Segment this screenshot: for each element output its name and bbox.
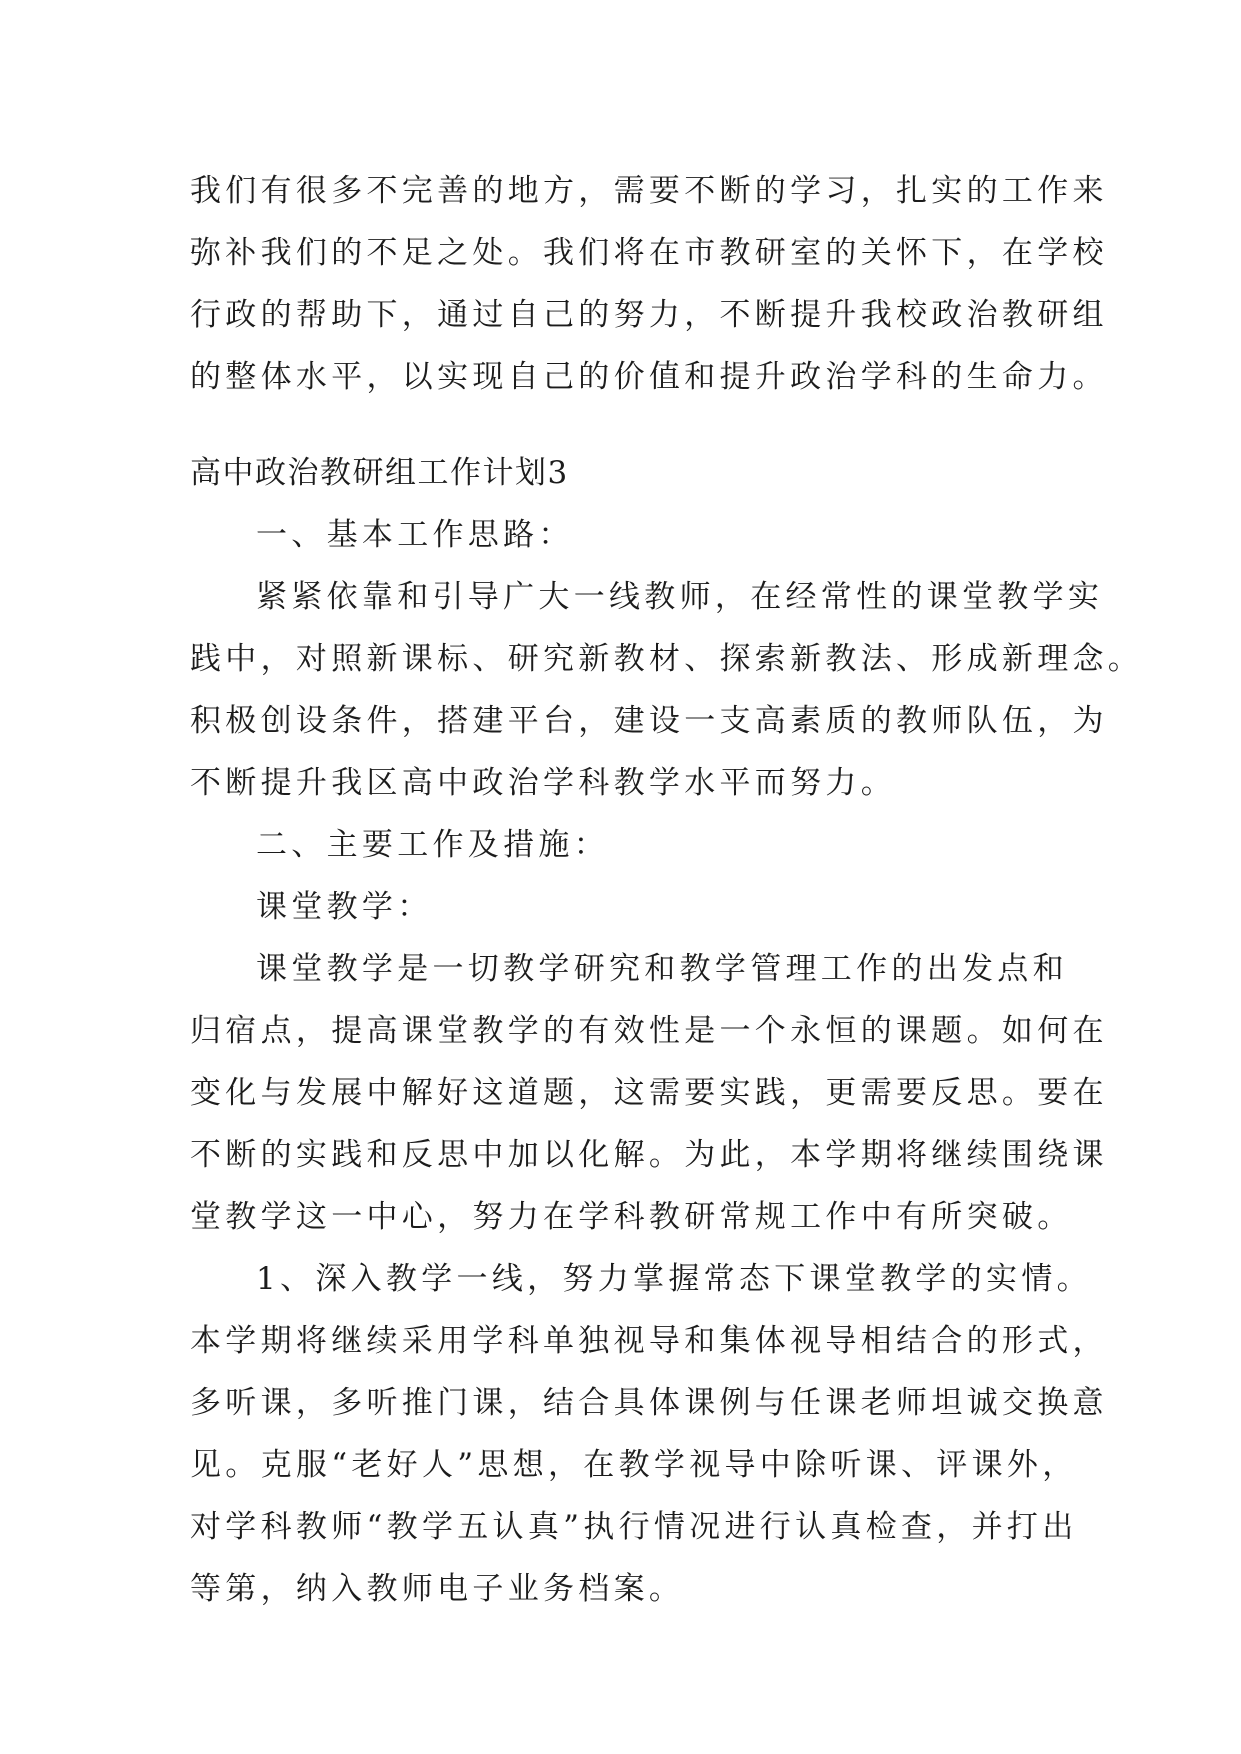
body-line: 对学科教师“教学五认真”执行情况进行认真检查，并打出 [190, 1509, 1078, 1545]
heading-main-work: 二、主要工作及措施： [256, 827, 609, 863]
body-line: 的整体水平，以实现自己的价值和提升政治学科的生命力。 [190, 359, 1108, 395]
body-line: 见。克服“老好人”思想，在教学视导中除听课、评课外， [190, 1447, 1078, 1483]
body-line: 1、深入教学一线，努力掌握常态下课堂教学的实情。 [256, 1261, 1092, 1297]
section-title: 高中政治教研组工作计划3 [190, 455, 569, 491]
document-body [190, 160, 1144, 1620]
body-line: 紧紧依靠和引导广大一线教师，在经常性的课堂教学实 [256, 579, 1104, 615]
body-line: 行政的帮助下，通过自己的努力，不断提升我校政治教研组 [190, 297, 1108, 333]
body-line: 课堂教学是一切教学研究和教学管理工作的出发点和 [256, 951, 1068, 987]
body-line: 不断提升我区高中政治学科教学水平而努力。 [190, 765, 896, 801]
body-line: 践中，对照新课标、研究新教材、探索新教法、形成新理念。 [190, 641, 1144, 677]
body-line: 积极创设条件，搭建平台，建设一支高素质的教师队伍，为 [190, 703, 1108, 739]
heading-classroom-teaching: 课堂教学： [256, 889, 433, 925]
body-line: 变化与发展中解好这道题，这需要实践，更需要反思。要在 [190, 1075, 1108, 1111]
body-line: 我们有很多不完善的地方，需要不断的学习，扎实的工作来 [190, 173, 1108, 209]
body-line: 弥补我们的不足之处。我们将在市教研室的关怀下，在学校 [190, 235, 1108, 271]
body-line: 本学期将继续采用学科单独视导和集体视导相结合的形式， [190, 1323, 1108, 1359]
heading-basic-approach: 一、基本工作思路： [256, 517, 574, 553]
body-line: 堂教学这一中心，努力在学科教研常规工作中有所突破。 [190, 1199, 1073, 1235]
body-line: 归宿点，提高课堂教学的有效性是一个永恒的课题。如何在 [190, 1013, 1108, 1049]
body-line: 多听课，多听推门课，结合具体课例与任课老师坦诚交换意 [190, 1385, 1108, 1421]
body-line: 等第，纳入教师电子业务档案。 [190, 1571, 685, 1607]
body-line: 不断的实践和反思中加以化解。为此，本学期将继续围绕课 [190, 1137, 1108, 1173]
